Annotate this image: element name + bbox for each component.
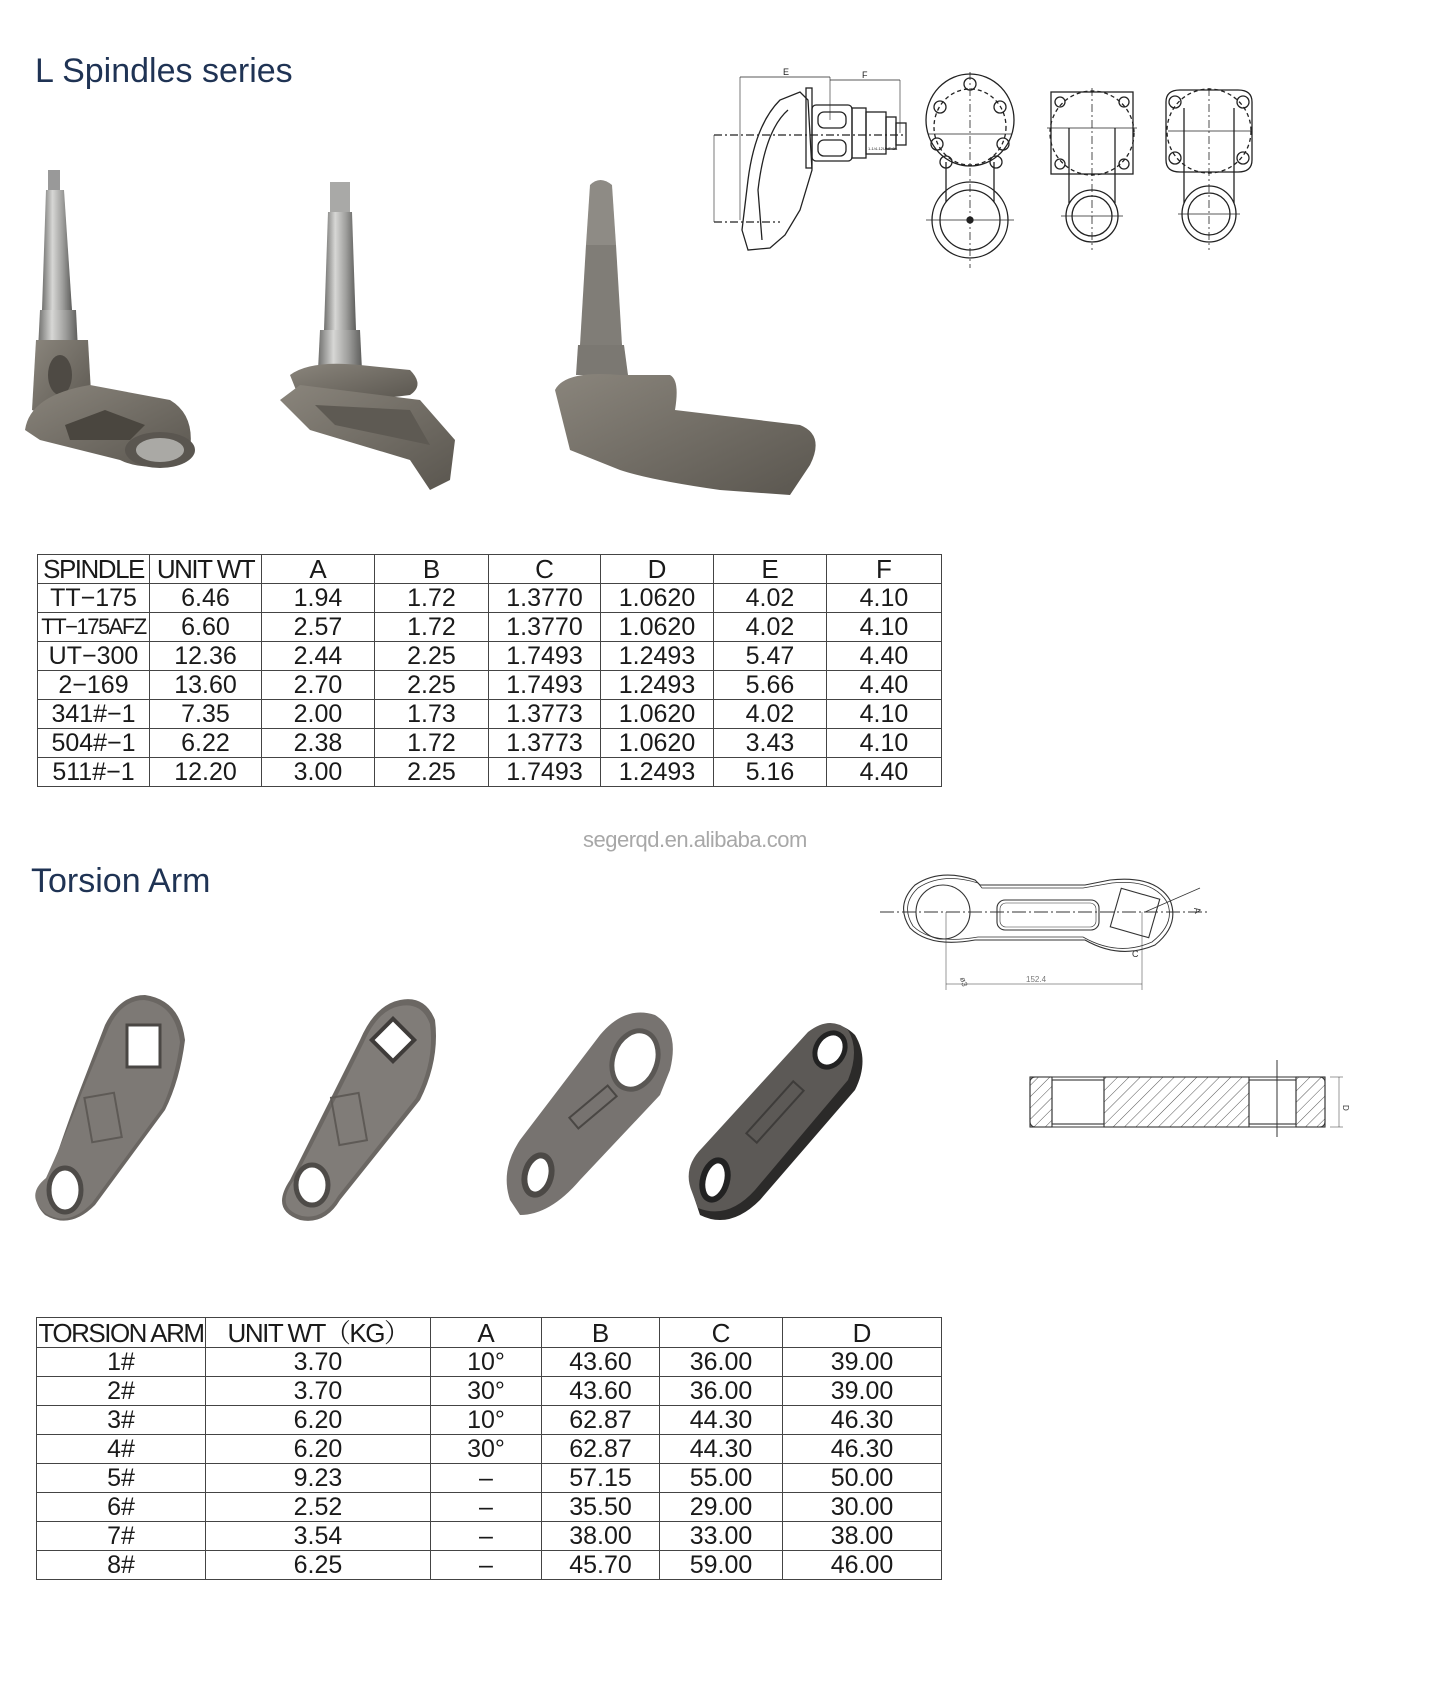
- cell-b: 57.15: [542, 1464, 660, 1493]
- torsion-arm-photo-1: [20, 980, 280, 1230]
- cell-c: 1.3770: [489, 613, 601, 642]
- table-row: [38, 613, 942, 642]
- table-row: [38, 729, 942, 758]
- cell-unit-wt: 12.36: [150, 642, 262, 671]
- col-header-c: C: [660, 1318, 783, 1348]
- cell-unit-wt: 6.20: [206, 1435, 431, 1464]
- cell-d: 1.0620: [601, 729, 714, 758]
- torsion-arm-photo-4: [680, 1010, 880, 1260]
- cell-d: 46.30: [783, 1406, 942, 1435]
- cell-b: 35.50: [542, 1493, 660, 1522]
- table-header-row: [37, 1318, 942, 1348]
- spindle-front-view-drawing-2: [1045, 88, 1145, 288]
- table-row: [37, 1348, 942, 1377]
- dim-label-d: D: [1341, 1105, 1350, 1111]
- cell-b: 2.25: [375, 758, 489, 787]
- cell-c: 59.00: [660, 1551, 783, 1580]
- cell-e: 4.02: [714, 700, 827, 729]
- section-title-spindles: L Spindles series: [35, 52, 293, 90]
- cell-c: 55.00: [660, 1464, 783, 1493]
- table-row: [37, 1464, 942, 1493]
- cell-b: 43.60: [542, 1377, 660, 1406]
- cell-b: 2.25: [375, 642, 489, 671]
- cell-d: 50.00: [783, 1464, 942, 1493]
- col-header-unit-wt-kg: UNIT WT（KG）: [206, 1318, 431, 1348]
- cell-b: 1.72: [375, 729, 489, 758]
- torsion-arm-photos: [20, 980, 900, 1230]
- dim-label-f: F: [862, 70, 868, 80]
- col-header-a: A: [431, 1318, 542, 1348]
- cell-d: 39.00: [783, 1377, 942, 1406]
- cell-spindle: UT−300: [38, 642, 150, 671]
- cell-a: 10°: [431, 1406, 542, 1435]
- cell-unit-wt: 9.23: [206, 1464, 431, 1493]
- cell-d: 1.0620: [601, 700, 714, 729]
- cell-c: 1.7493: [489, 642, 601, 671]
- cell-torsion-arm: 8#: [37, 1551, 206, 1580]
- cell-f: 4.40: [827, 671, 942, 700]
- cell-b: 2.25: [375, 671, 489, 700]
- cell-a: 2.38: [262, 729, 375, 758]
- cell-b: 1.72: [375, 613, 489, 642]
- cell-b: 1.72: [375, 584, 489, 613]
- cell-spindle: TT−175AFZ: [38, 613, 150, 642]
- table-row: [37, 1435, 942, 1464]
- cell-a: –: [431, 1464, 542, 1493]
- cell-d: 1.2493: [601, 758, 714, 787]
- cell-e: 5.16: [714, 758, 827, 787]
- cell-spindle: 511#−1: [38, 758, 150, 787]
- table-row: [37, 1551, 942, 1580]
- col-header-a: A: [262, 555, 375, 584]
- cell-c: 36.00: [660, 1377, 783, 1406]
- dim-label-e: E: [783, 67, 790, 77]
- cell-torsion-arm: 5#: [37, 1464, 206, 1493]
- cell-d: 30.00: [783, 1493, 942, 1522]
- cell-unit-wt: 2.52: [206, 1493, 431, 1522]
- cell-d: 46.00: [783, 1551, 942, 1580]
- spindle-front-view-drawing-1: [920, 72, 1030, 272]
- cell-spindle: 2−169: [38, 671, 150, 700]
- dim-label-length: 152.4: [1026, 975, 1047, 984]
- torsion-arm-drawings: [880, 860, 1350, 1120]
- spindle-front-view-drawing-3: [1160, 88, 1260, 288]
- col-header-b: B: [375, 555, 489, 584]
- cell-c: 1.7493: [489, 758, 601, 787]
- cell-spindle: 341#−1: [38, 700, 150, 729]
- dim-label-hole: ø3: [958, 976, 970, 988]
- cell-e: 4.02: [714, 584, 827, 613]
- table-row: [37, 1493, 942, 1522]
- cell-torsion-arm: 1#: [37, 1348, 206, 1377]
- cell-unit-wt: 6.25: [206, 1551, 431, 1580]
- cell-unit-wt: 3.70: [206, 1348, 431, 1377]
- cell-torsion-arm: 6#: [37, 1493, 206, 1522]
- spindle-spec-table: [37, 554, 942, 787]
- torsion-arm-spec-table: [36, 1317, 942, 1580]
- table-row: [37, 1522, 942, 1551]
- cell-c: 29.00: [660, 1493, 783, 1522]
- col-header-spindle: SPINDLE: [38, 555, 150, 584]
- cell-torsion-arm: 7#: [37, 1522, 206, 1551]
- cell-a: –: [431, 1522, 542, 1551]
- cell-c: 1.3773: [489, 729, 601, 758]
- cell-c: 1.3773: [489, 700, 601, 729]
- col-header-f: F: [827, 555, 942, 584]
- cell-d: 38.00: [783, 1522, 942, 1551]
- cell-f: 4.40: [827, 642, 942, 671]
- cell-spindle: TT−175: [38, 584, 150, 613]
- cell-spindle: 504#−1: [38, 729, 150, 758]
- cell-unit-wt: 6.22: [150, 729, 262, 758]
- cell-b: 1.73: [375, 700, 489, 729]
- table-row: [38, 671, 942, 700]
- cell-d: 1.2493: [601, 642, 714, 671]
- cell-a: 30°: [431, 1435, 542, 1464]
- cell-a: 2.57: [262, 613, 375, 642]
- cell-unit-wt: 7.35: [150, 700, 262, 729]
- cell-a: –: [431, 1551, 542, 1580]
- table-row: [38, 642, 942, 671]
- watermark-text: segerqd.en.alibaba.com: [583, 827, 807, 852]
- cell-unit-wt: 6.46: [150, 584, 262, 613]
- cell-c: 1.7493: [489, 671, 601, 700]
- cell-d: 46.30: [783, 1435, 942, 1464]
- thread-spec-label: 1-1/4-12UNF-2A: [868, 146, 898, 151]
- cell-b: 62.87: [542, 1406, 660, 1435]
- cell-unit-wt: 3.70: [206, 1377, 431, 1406]
- cell-a: –: [431, 1493, 542, 1522]
- torsion-arm-top-view-drawing: [880, 860, 1220, 1010]
- cell-a: 10°: [431, 1348, 542, 1377]
- torsion-arm-section-drawing: [1025, 1045, 1355, 1135]
- cell-d: 1.2493: [601, 671, 714, 700]
- cell-torsion-arm: 4#: [37, 1435, 206, 1464]
- col-header-e: E: [714, 555, 827, 584]
- spindle-side-view-drawing: [700, 60, 950, 270]
- cell-torsion-arm: 3#: [37, 1406, 206, 1435]
- table-row: [37, 1406, 942, 1435]
- section-title-torsion-arm: Torsion Arm: [31, 862, 211, 900]
- cell-a: 2.44: [262, 642, 375, 671]
- table-row: [38, 700, 942, 729]
- col-header-unit-wt: UNIT WT: [150, 555, 262, 584]
- cell-f: 4.10: [827, 613, 942, 642]
- spindle-drawings: [700, 60, 1400, 270]
- cell-c: 36.00: [660, 1348, 783, 1377]
- cell-e: 3.43: [714, 729, 827, 758]
- cell-a: 30°: [431, 1377, 542, 1406]
- table-row: [38, 758, 942, 787]
- cell-d: 39.00: [783, 1348, 942, 1377]
- cell-unit-wt: 6.60: [150, 613, 262, 642]
- cell-f: 4.10: [827, 584, 942, 613]
- cell-f: 4.10: [827, 700, 942, 729]
- cell-e: 5.66: [714, 671, 827, 700]
- col-header-b: B: [542, 1318, 660, 1348]
- table-header-row: [38, 555, 942, 584]
- cell-a: 2.70: [262, 671, 375, 700]
- cell-f: 4.40: [827, 758, 942, 787]
- dim-label-c: C: [1132, 949, 1139, 959]
- cell-e: 4.02: [714, 613, 827, 642]
- cell-unit-wt: 3.54: [206, 1522, 431, 1551]
- cell-c: 1.3770: [489, 584, 601, 613]
- col-header-d: D: [783, 1318, 942, 1348]
- spindle-photo-2: [270, 160, 570, 510]
- col-header-torsion-arm: TORSION ARM: [38, 1317, 204, 1348]
- cell-c: 44.30: [660, 1406, 783, 1435]
- cell-d: 1.0620: [601, 613, 714, 642]
- cell-unit-wt: 13.60: [150, 671, 262, 700]
- cell-f: 4.10: [827, 729, 942, 758]
- cell-unit-wt: 12.20: [150, 758, 262, 787]
- col-header-c: C: [489, 555, 601, 584]
- cell-c: 33.00: [660, 1522, 783, 1551]
- cell-unit-wt: 6.20: [206, 1406, 431, 1435]
- cell-a: 2.00: [262, 700, 375, 729]
- cell-b: 45.70: [542, 1551, 660, 1580]
- cell-torsion-arm: 2#: [37, 1377, 206, 1406]
- dim-label-a: A: [1192, 906, 1203, 915]
- torsion-arm-photo-3: [490, 1000, 710, 1250]
- cell-b: 43.60: [542, 1348, 660, 1377]
- cell-b: 62.87: [542, 1435, 660, 1464]
- col-header-d: D: [601, 555, 714, 584]
- cell-a: 3.00: [262, 758, 375, 787]
- cell-d: 1.0620: [601, 584, 714, 613]
- torsion-arm-photo-2: [260, 980, 520, 1230]
- cell-a: 1.94: [262, 584, 375, 613]
- table-row: [38, 584, 942, 613]
- cell-e: 5.47: [714, 642, 827, 671]
- cell-c: 44.30: [660, 1435, 783, 1464]
- cell-b: 38.00: [542, 1522, 660, 1551]
- table-row: [37, 1377, 942, 1406]
